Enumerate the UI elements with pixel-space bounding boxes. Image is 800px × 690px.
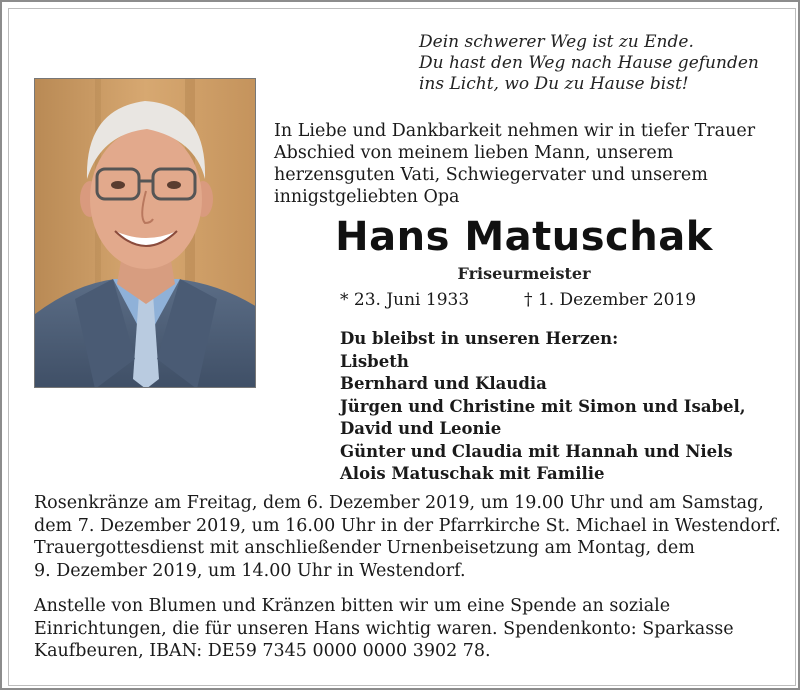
portrait-photo — [34, 78, 256, 388]
services-line: Rosenkränze am Freitag, dem 6. Dezember 2019, um 19.00 Uhr und am Samstag, — [34, 493, 764, 513]
donation-line: Anstelle von Blumen und Kränzen bitten wir um eine Spende an soziale — [34, 596, 671, 616]
intro-text — [274, 120, 784, 208]
intro-line: herzensguten Vati, Schwiegervater und unserem — [274, 165, 708, 185]
family-line: Bernhard und Klaudia — [340, 374, 547, 393]
poem — [419, 32, 789, 95]
family-line: Günter und Claudia mit Hannah und Niels — [340, 441, 733, 461]
death-date: † 1. Dezember 2019 — [524, 290, 697, 310]
family-line: Jürgen und Christine mit Simon und Isabel, — [340, 396, 746, 416]
poem-line: ins Licht, wo Du zu Hause bist! — [419, 74, 689, 94]
poem-line: Du hast den Weg nach Hause gefunden — [419, 53, 759, 73]
portrait-illustration — [35, 79, 256, 388]
poem-line: Dein schwerer Weg ist zu Ende. — [419, 32, 694, 52]
deceased-name: Hans Matuschak — [335, 214, 713, 260]
family-line: Alois Matuschak mit Familie — [340, 464, 605, 483]
birth-date: * 23. Juni 1933 — [340, 290, 470, 310]
family-line: Du bleibst in unseren Herzen: — [340, 329, 619, 348]
services-text — [34, 492, 779, 582]
services-line: dem 7. Dezember 2019, um 16.00 Uhr in der Pfarrkirche St. Michael in Westendorf. — [34, 515, 781, 536]
family-line: David und Leonie — [340, 419, 502, 438]
intro-line: innigstgeliebten Opa — [274, 187, 460, 207]
services-line: Trauergottesdienst mit anschließender Urnenbeisetzung am Montag, dem — [34, 538, 695, 558]
donation-text — [34, 595, 779, 663]
donation-line: Einrichtungen, die für unseren Hans wichtig waren. Spendenkonto: Sparkasse — [34, 618, 734, 639]
intro-line: Abschied von meinem lieben Mann, unserem — [274, 143, 674, 163]
services-line: 9. Dezember 2019, um 14.00 Uhr in Westendorf. — [34, 560, 466, 581]
deceased-profession: Friseurmeister — [457, 264, 591, 283]
family-line: Lisbeth — [340, 351, 409, 371]
intro-line: In Liebe und Dankbarkeit nehmen wir in tiefer Trauer — [274, 121, 756, 141]
family-list — [340, 328, 790, 486]
donation-line: Kaufbeuren, IBAN: DE59 7345 0000 0000 3902 78. — [34, 641, 491, 661]
